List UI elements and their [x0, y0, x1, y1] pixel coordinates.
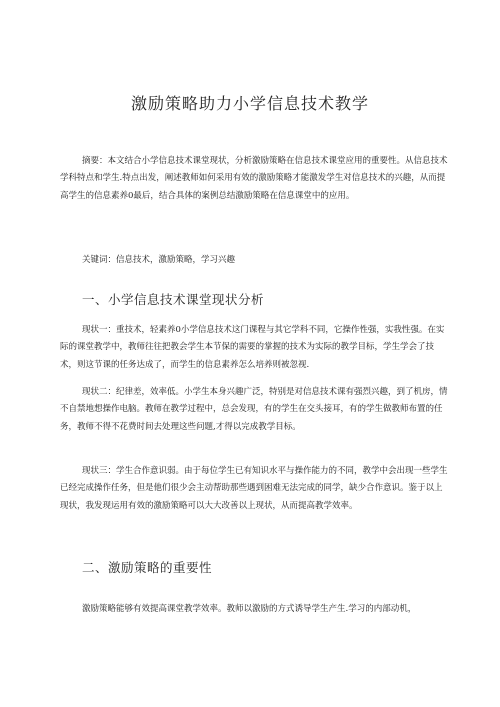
- section-heading-2: 二、激励策略的重要性: [82, 560, 213, 575]
- page-title: 激励策略助力小学信息技术教学: [130, 94, 369, 113]
- paragraph-status-3: 现状三：学生合作意识弱。由于每位学生已有知识水平与操作能力的不同，教学中会出现一些学生已经完成操作任务，但是他们很少会主动帮助那些遇到困难无法完成的同学，缺少合作意识。鉴于以上现状，我发现运用有效的激励策略可以大大改善以上现状，从而提高教学效率。: [60, 466, 448, 511]
- keywords: 关键词：信息技术，激励策略，学习兴趣: [82, 255, 236, 265]
- abstract: [60, 153, 450, 205]
- paragraph-status-2: 现状二：纪律差，效率低。小学生本身兴趣广泛，特别是对信息技术课有强烈兴趣，到了机房，情不自禁地想操作电脑。教师在教学过程中，总会发现，有的学生在交头接耳，有的学生做教师布置的任务，教师不得不花费时间去处理这些问题,才得以完成教学目标。: [60, 387, 448, 432]
- section-heading-1: 一、小学信息技术课堂现状分析: [82, 292, 265, 307]
- paragraph-importance: 激励策略能够有效提高课堂教学效率。教师以激励的方式诱导学生产生.学习的内部动机，: [82, 604, 417, 614]
- abstract-text: 摘要：本文结合小学信息技术课堂现状，分析激励策略在信息技术课堂应用的重要性。从信息技术学科特点和学生.特点出发，阐述教师如何采用有效的激励策略才能激发学生对信息技术的兴趣，从而提高学生的信息素养0最后，结合具体的案例总结激励策略在信息课堂中的应用。: [60, 156, 448, 201]
- paragraph-status-1: 现状一：重技术，轻素养0小学信息技术这门课程与其它学科不同，它操作性强，实我性强。在实际的课堂教学中，教师往往把教会学生本节保的需要的掌握的技术为实际的教学目标，学生学会了技术，则这节课的任务达成了，而学生的信息素养怎么培养则被忽视.: [60, 325, 445, 370]
